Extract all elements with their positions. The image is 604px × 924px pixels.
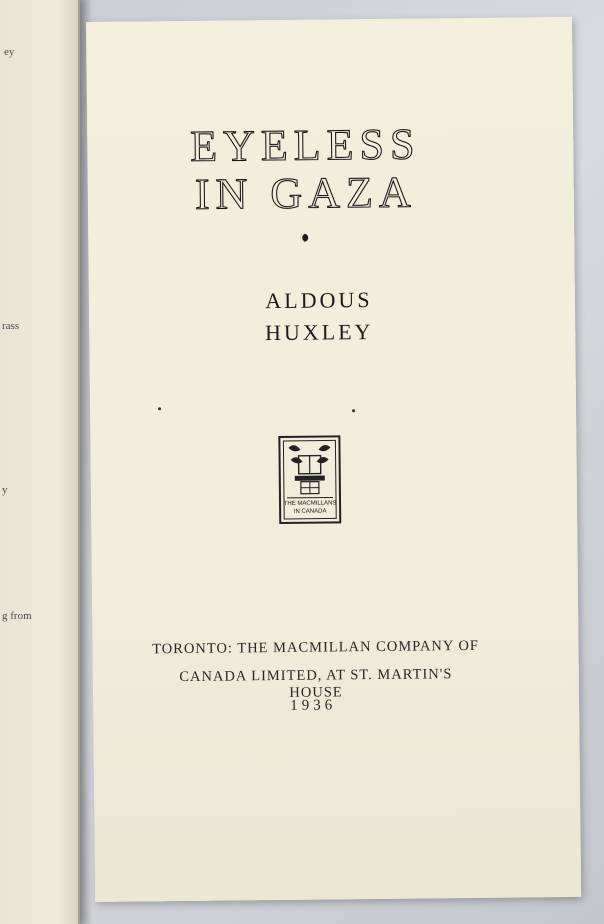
title-page — [86, 17, 581, 902]
imprint-line-1: TORONTO: THE MACMILLAN COMPANY OF — [152, 637, 480, 658]
imprint-line-2: CANADA LIMITED, AT ST. MARTIN'S HOUSE — [179, 666, 453, 701]
publication-year: 1936 — [290, 697, 337, 714]
author-last-name: HUXLEY — [264, 319, 374, 346]
author-first-name: ALDOUS — [265, 287, 373, 314]
device-caption-line-2: IN CANADA — [293, 508, 327, 515]
verso-text-fragment: rass — [2, 320, 20, 332]
paper-speck — [158, 407, 161, 410]
verso-text-fragment: y — [2, 484, 8, 496]
publisher-device-icon — [278, 435, 341, 524]
paper-speck — [352, 409, 355, 412]
book-title-line-1: EYELESS — [189, 119, 421, 171]
device-caption-line-1: THE MACMILLANS — [283, 500, 337, 507]
verso-text-fragment: ey — [4, 46, 15, 58]
ornament-dot — [300, 234, 308, 242]
book-title-line-2: IN GAZA — [194, 167, 417, 219]
verso-text-fragment: g from — [2, 610, 32, 622]
